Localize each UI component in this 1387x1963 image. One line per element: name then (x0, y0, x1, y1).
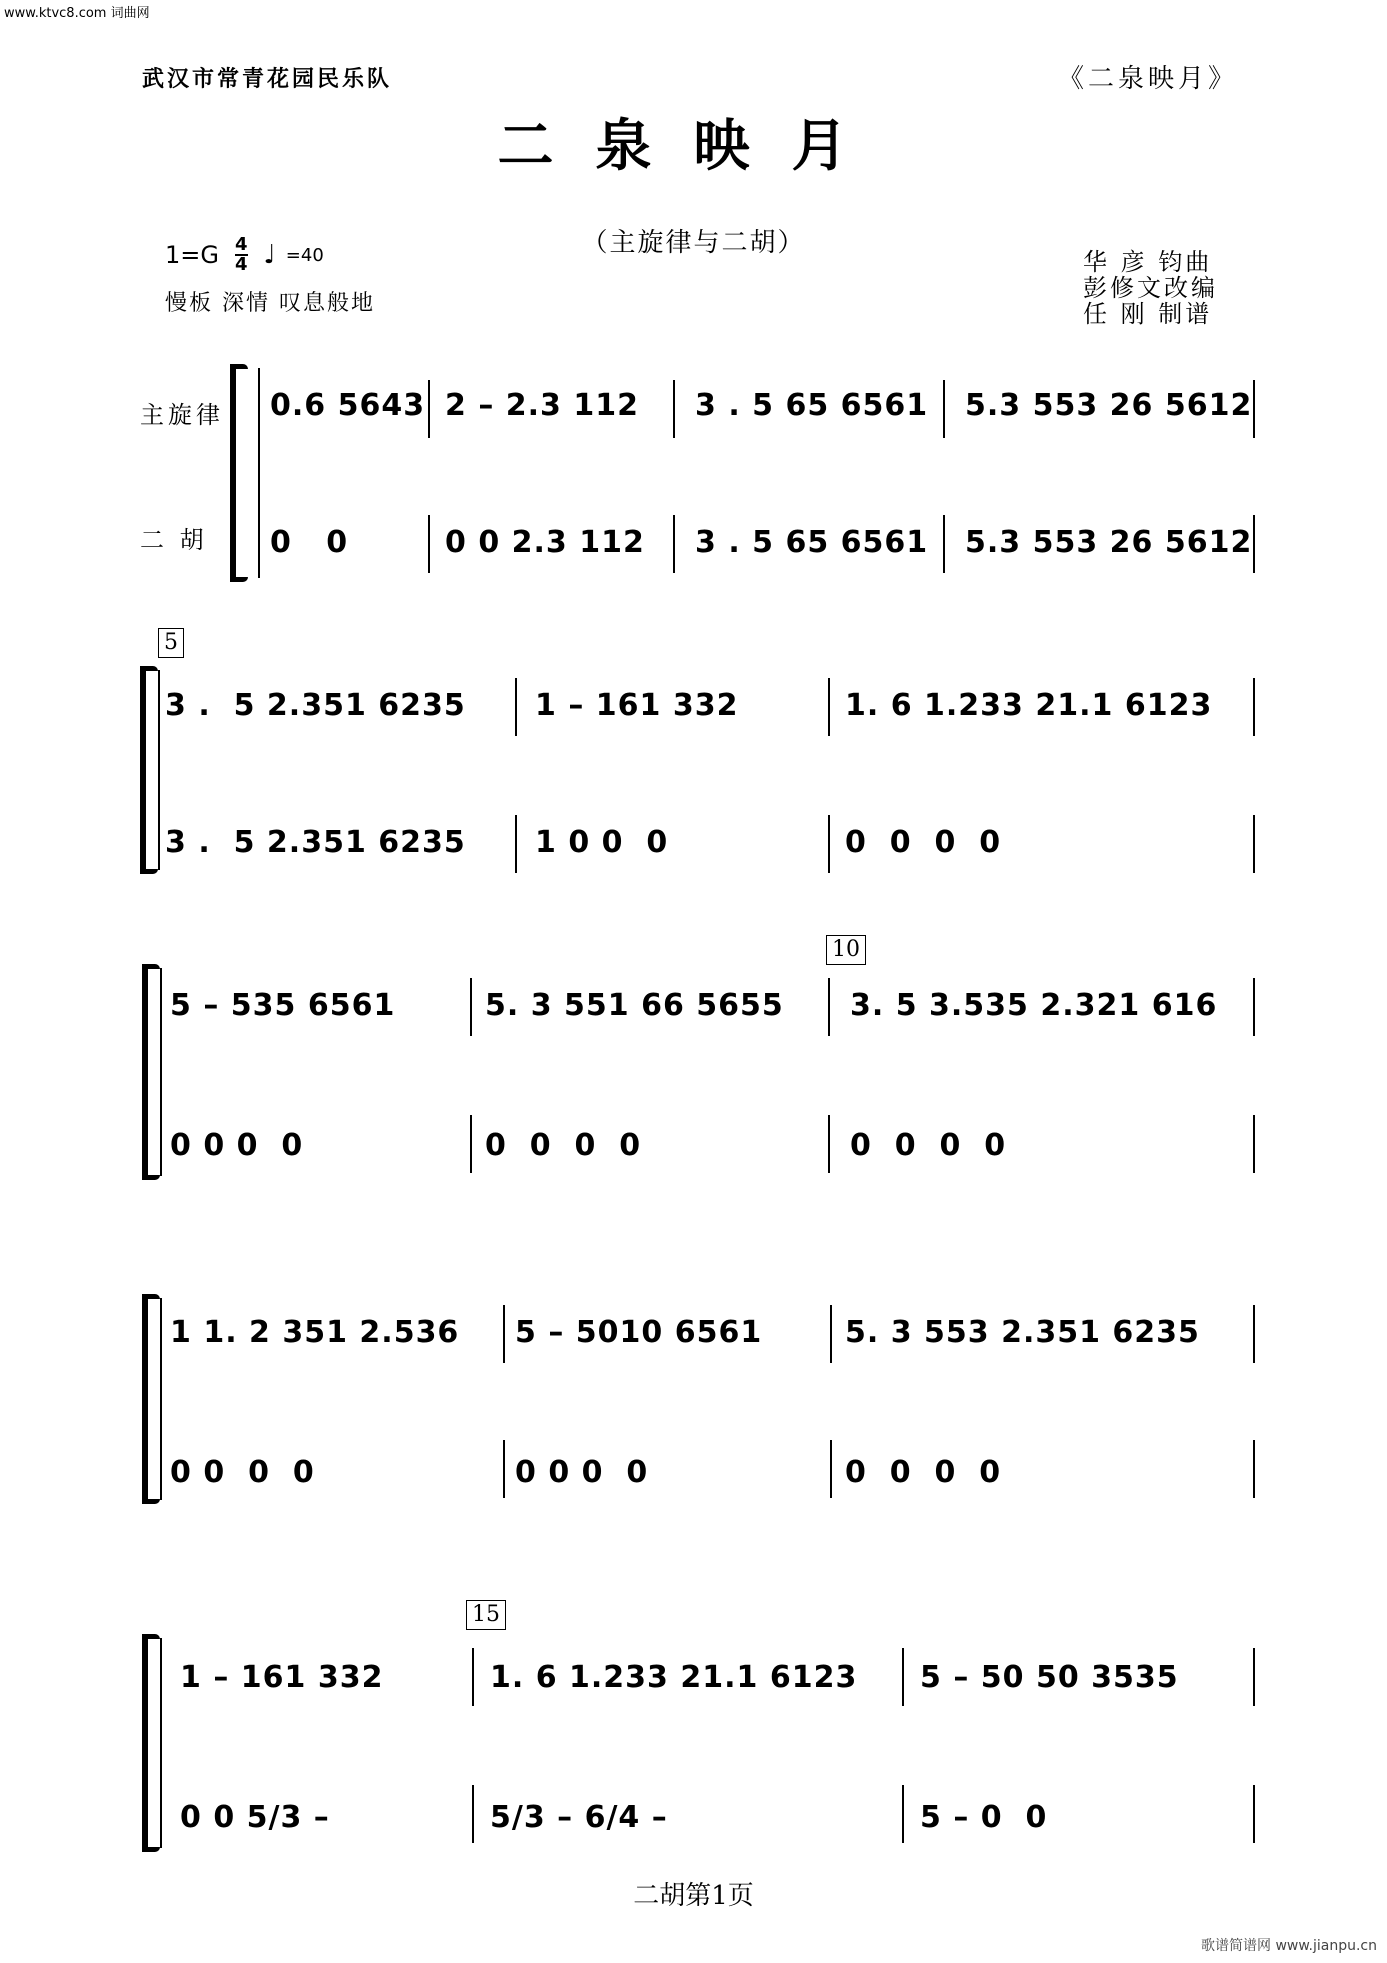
erhu-measure: 5 – 0 0 (920, 1800, 1048, 1835)
barline (472, 1785, 474, 1843)
melody-measure: 5 – 535 6561 (170, 988, 396, 1023)
melody-measure: 5. 3 551 66 5655 (485, 988, 784, 1023)
erhu-measure: 0 0 2.3 112 (445, 525, 645, 560)
barline (943, 515, 945, 573)
barline (1253, 1440, 1255, 1498)
engraver-credit: 任 刚 制谱 (1083, 300, 1213, 328)
composer-credit: 华 彦 钧曲 (1083, 248, 1213, 276)
barline (503, 1440, 505, 1498)
barline (828, 1115, 830, 1173)
system-bracket (142, 1298, 158, 1500)
melody-measure: 5 – 50 50 3535 (920, 1660, 1179, 1695)
system-bracket (230, 368, 246, 578)
tempo-bpm: =40 (285, 244, 324, 266)
system-bracket (142, 968, 158, 1176)
system-line (158, 670, 160, 870)
measure-number: 15 (466, 1600, 506, 1630)
watermark-bottom: 歌谱简谱网 www.jianpu.cn (1201, 1938, 1377, 1954)
key-signature-line (165, 236, 324, 274)
erhu-measure: 0 0 0 0 (515, 1455, 649, 1490)
barline (830, 1440, 832, 1498)
melody-measure: 2 – 2.3 112 (445, 388, 639, 423)
part-label-erhu: 二 胡 (140, 526, 208, 554)
melody-measure: 3. 5 3.535 2.321 616 (850, 988, 1218, 1023)
barline (470, 1115, 472, 1173)
system-line (160, 1638, 162, 1848)
barline (828, 678, 830, 736)
part-label-melody: 主旋律 (140, 401, 224, 429)
erhu-measure: 0 0 (270, 525, 349, 560)
erhu-measure: 0 0 0 0 (845, 1455, 1002, 1490)
barline (673, 515, 675, 573)
barline (515, 678, 517, 736)
erhu-measure: 1 0 0 0 (535, 825, 669, 860)
barline (673, 380, 675, 438)
page-footer: 二胡第1页 (633, 1881, 754, 1911)
melody-measure: 1 – 161 332 (180, 1660, 384, 1695)
barline (515, 815, 517, 873)
melody-measure: 3 . 5 65 6561 (695, 388, 929, 423)
erhu-measure: 3 . 5 65 6561 (695, 525, 929, 560)
barline (1253, 515, 1255, 573)
barline (1253, 1648, 1255, 1706)
melody-measure: 1 – 161 332 (535, 688, 739, 723)
melody-measure: 3 . 5 2.351 6235 (165, 688, 466, 723)
barline (1253, 678, 1255, 736)
system-bracket (142, 1638, 158, 1848)
barline (503, 1305, 505, 1363)
barline (428, 515, 430, 573)
time-top: 4 (234, 234, 248, 255)
erhu-measure: 3 . 5 2.351 6235 (165, 825, 466, 860)
arrangement-subtitle: （主旋律与二胡） (581, 228, 806, 258)
erhu-measure: 0 0 0 0 (485, 1128, 642, 1163)
barline (828, 978, 830, 1036)
erhu-measure: 0 0 0 0 (845, 825, 1002, 860)
page-title: 二泉映月 (497, 113, 890, 179)
barline (1253, 1305, 1255, 1363)
barline (472, 1648, 474, 1706)
melody-measure: 1. 6 1.233 21.1 6123 (845, 688, 1213, 723)
measure-number: 5 (158, 628, 184, 658)
barline (428, 380, 430, 438)
barline (1253, 1115, 1255, 1173)
barline (902, 1648, 904, 1706)
barline (1253, 815, 1255, 873)
erhu-measure: 0 0 0 0 (170, 1128, 304, 1163)
barline (470, 978, 472, 1036)
time-bottom: 4 (234, 254, 248, 275)
erhu-measure: 0 0 0 0 (850, 1128, 1007, 1163)
system-line (258, 368, 260, 578)
system-line (160, 1298, 162, 1500)
erhu-measure: 5/3 – 6/4 – (490, 1800, 668, 1835)
barline (1253, 380, 1255, 438)
melody-measure: 0.6 5643 (270, 388, 426, 423)
barline (943, 380, 945, 438)
erhu-measure: 0 0 0 0 (170, 1455, 315, 1490)
system-bracket (140, 670, 156, 870)
barline (1253, 978, 1255, 1036)
right-title: 《二泉映月》 (1058, 64, 1239, 94)
barline (1253, 1785, 1255, 1843)
measure-number: 10 (826, 935, 866, 965)
erhu-measure: 0 0 5/3 – (180, 1800, 330, 1835)
barline (830, 1305, 832, 1363)
system-line (160, 968, 162, 1176)
quarter-note-icon: ♩ (263, 240, 276, 270)
melody-measure: 5.3 553 26 5612 (965, 388, 1253, 423)
key: 1=G (165, 241, 219, 269)
melody-measure: 1 1. 2 351 2.536 (170, 1315, 460, 1350)
time-signature (235, 236, 248, 274)
barline (902, 1785, 904, 1843)
melody-measure: 5. 3 553 2.351 6235 (845, 1315, 1200, 1350)
watermark-top: www.ktvc8.com 词曲网 (4, 6, 150, 21)
band-name: 武汉市常青花园民乐队 (142, 67, 393, 92)
arranger-credit: 彭修文改编 (1083, 274, 1218, 302)
melody-measure: 5 – 5010 6561 (515, 1315, 763, 1350)
erhu-measure: 5.3 553 26 5612 (965, 525, 1253, 560)
expression-marking: 慢板 深情 叹息般地 (165, 291, 375, 316)
barline (828, 815, 830, 873)
melody-measure: 1. 6 1.233 21.1 6123 (490, 1660, 858, 1695)
